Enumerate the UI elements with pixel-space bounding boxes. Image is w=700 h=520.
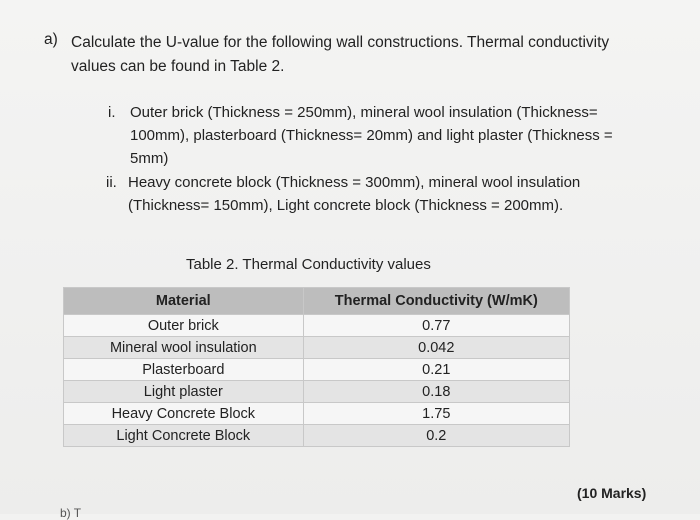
table-header-row (64, 288, 570, 315)
table-row (64, 381, 570, 403)
question-label: a) (44, 31, 58, 48)
conductivity-cell: 1.75 (303, 403, 569, 425)
conductivity-cell: 0.21 (303, 359, 569, 381)
subquestion-i (108, 101, 668, 173)
question-line-1: Calculate the U-value for the following wall constructions. Thermal conductivity (71, 34, 610, 51)
table-row (64, 337, 570, 359)
subquestion-line: Outer brick (Thickness = 250mm), mineral wool insulation (Thickness= (130, 104, 598, 121)
table-caption: Table 2. Thermal Conductivity values (186, 256, 431, 273)
table-row (64, 425, 570, 447)
header-material: Material (64, 288, 304, 315)
subquestion-ii (106, 171, 666, 219)
material-cell: Outer brick (64, 315, 304, 337)
subquestion-number: ii. (106, 174, 117, 191)
subquestion-line: (Thickness= 150mm), Light concrete block (Thickness = 200mm). (128, 197, 564, 214)
next-question-fragment: b) T (60, 506, 82, 520)
marks-label: (10 Marks) (577, 485, 647, 501)
subquestion-line: Heavy concrete block (Thickness = 300mm), mineral wool insulation (128, 174, 581, 191)
material-cell: Light plaster (64, 381, 304, 403)
table-row (64, 403, 570, 425)
header-thermal-conductivity: Thermal Conductivity (W/mK) (303, 288, 569, 315)
question-text (71, 31, 651, 79)
subquestion-text (130, 101, 613, 170)
material-cell: Mineral wool insulation (64, 337, 304, 359)
subquestion-number: i. (108, 104, 116, 121)
material-cell: Light Concrete Block (64, 425, 304, 447)
material-cell: Heavy Concrete Block (64, 403, 304, 425)
table-row (64, 315, 570, 337)
question-line-2: values can be found in Table 2. (71, 58, 285, 75)
conductivity-cell: 0.042 (303, 337, 569, 359)
conductivity-cell: 0.2 (303, 425, 569, 447)
conductivity-cell: 0.18 (303, 381, 569, 403)
material-cell: Plasterboard (64, 359, 304, 381)
subquestion-line: 100mm), plasterboard (Thickness= 20mm) and light plaster (Thickness = (130, 127, 613, 144)
conductivity-cell: 0.77 (303, 315, 569, 337)
thermal-conductivity-table (63, 287, 570, 447)
subquestion-text (128, 171, 580, 217)
table-row (64, 359, 570, 381)
subquestion-line: 5mm) (130, 150, 169, 167)
